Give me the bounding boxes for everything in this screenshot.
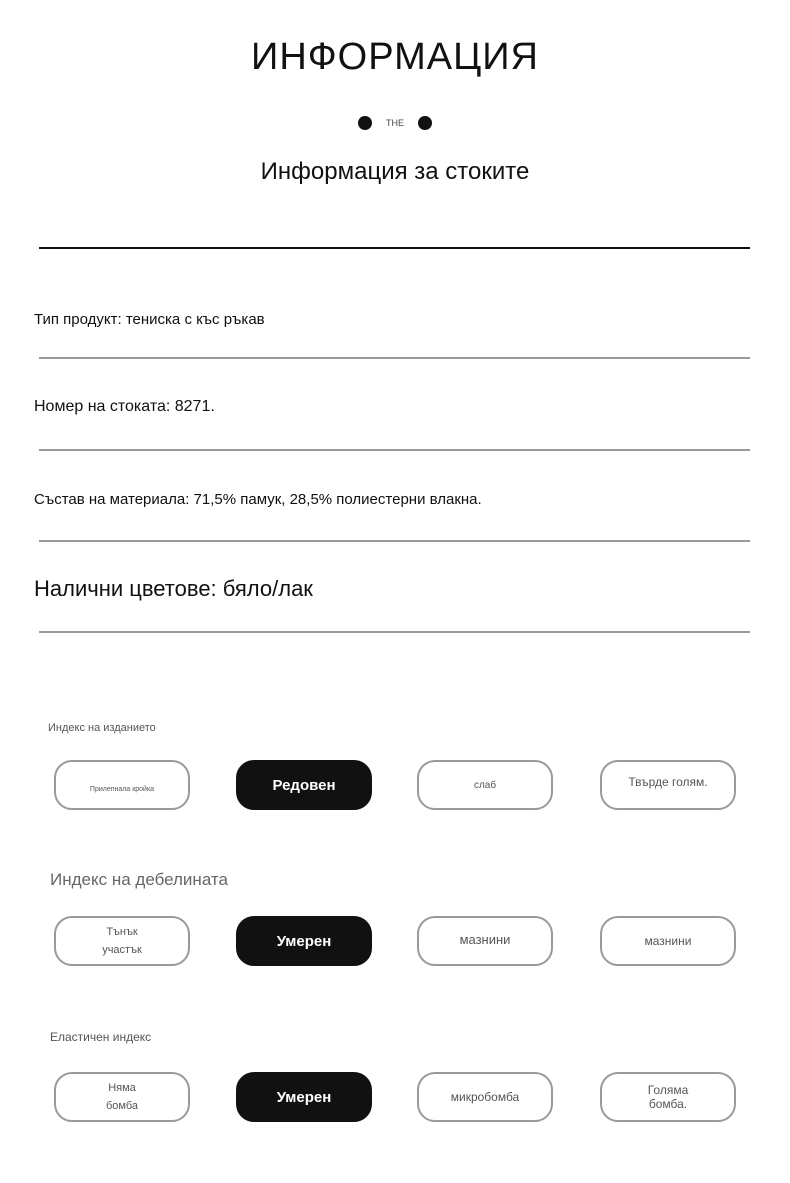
elastic-option-micro[interactable]: микробомба <box>417 1072 553 1122</box>
edition-index-options <box>54 760 738 810</box>
section-subtitle: Информация за стоките <box>260 158 530 185</box>
thickness-option-thin[interactable]: Тънък участък <box>54 916 190 966</box>
material-composition-text: Състав на материала: 71,5% памук, 28,5% полиестерни влакна. <box>34 491 482 508</box>
thickness-index-label: Индекс на дебелината <box>50 870 228 889</box>
elastic-option-large[interactable]: Голяма бомба. <box>600 1072 736 1122</box>
edition-option-oversized[interactable]: Твърде голям. <box>600 760 736 810</box>
info-divider-3 <box>39 540 750 542</box>
edition-option-slim-fit[interactable]: Прилепнала кройка <box>54 760 190 810</box>
thickness-option-moderate[interactable]: Умерен <box>236 916 372 966</box>
edition-option-regular[interactable]: Редовен <box>236 760 372 810</box>
left-dot-icon <box>358 116 372 130</box>
available-colors-text: Налични цветове: бяло/лак <box>34 576 313 601</box>
item-number-text: Номер на стоката: 8271. <box>34 398 215 415</box>
info-divider-1 <box>39 357 750 359</box>
right-dot-icon <box>418 116 432 130</box>
divider-label: THE <box>386 118 404 128</box>
product-type-text: Тип продукт: тениска с къс ръкав <box>34 311 265 328</box>
elastic-index-options <box>54 1072 738 1122</box>
edition-index-label: Индекс на изданието <box>48 722 156 734</box>
thickness-index-options <box>54 916 738 966</box>
info-divider-2 <box>39 449 750 451</box>
elastic-option-none[interactable]: Няма бомба <box>54 1072 190 1122</box>
thickness-option-extra-thick[interactable]: мазнини <box>600 916 736 966</box>
elastic-index-label: Еластичен индекс <box>50 1030 152 1044</box>
header-rule <box>39 247 750 249</box>
thickness-option-thick[interactable]: мазнини <box>417 916 553 966</box>
info-divider-4 <box>39 631 750 633</box>
edition-option-slim[interactable]: слаб <box>417 760 553 810</box>
page-title: ИНФОРМАЦИЯ <box>251 36 539 78</box>
title-divider <box>0 114 790 132</box>
elastic-option-moderate[interactable]: Умерен <box>236 1072 372 1122</box>
